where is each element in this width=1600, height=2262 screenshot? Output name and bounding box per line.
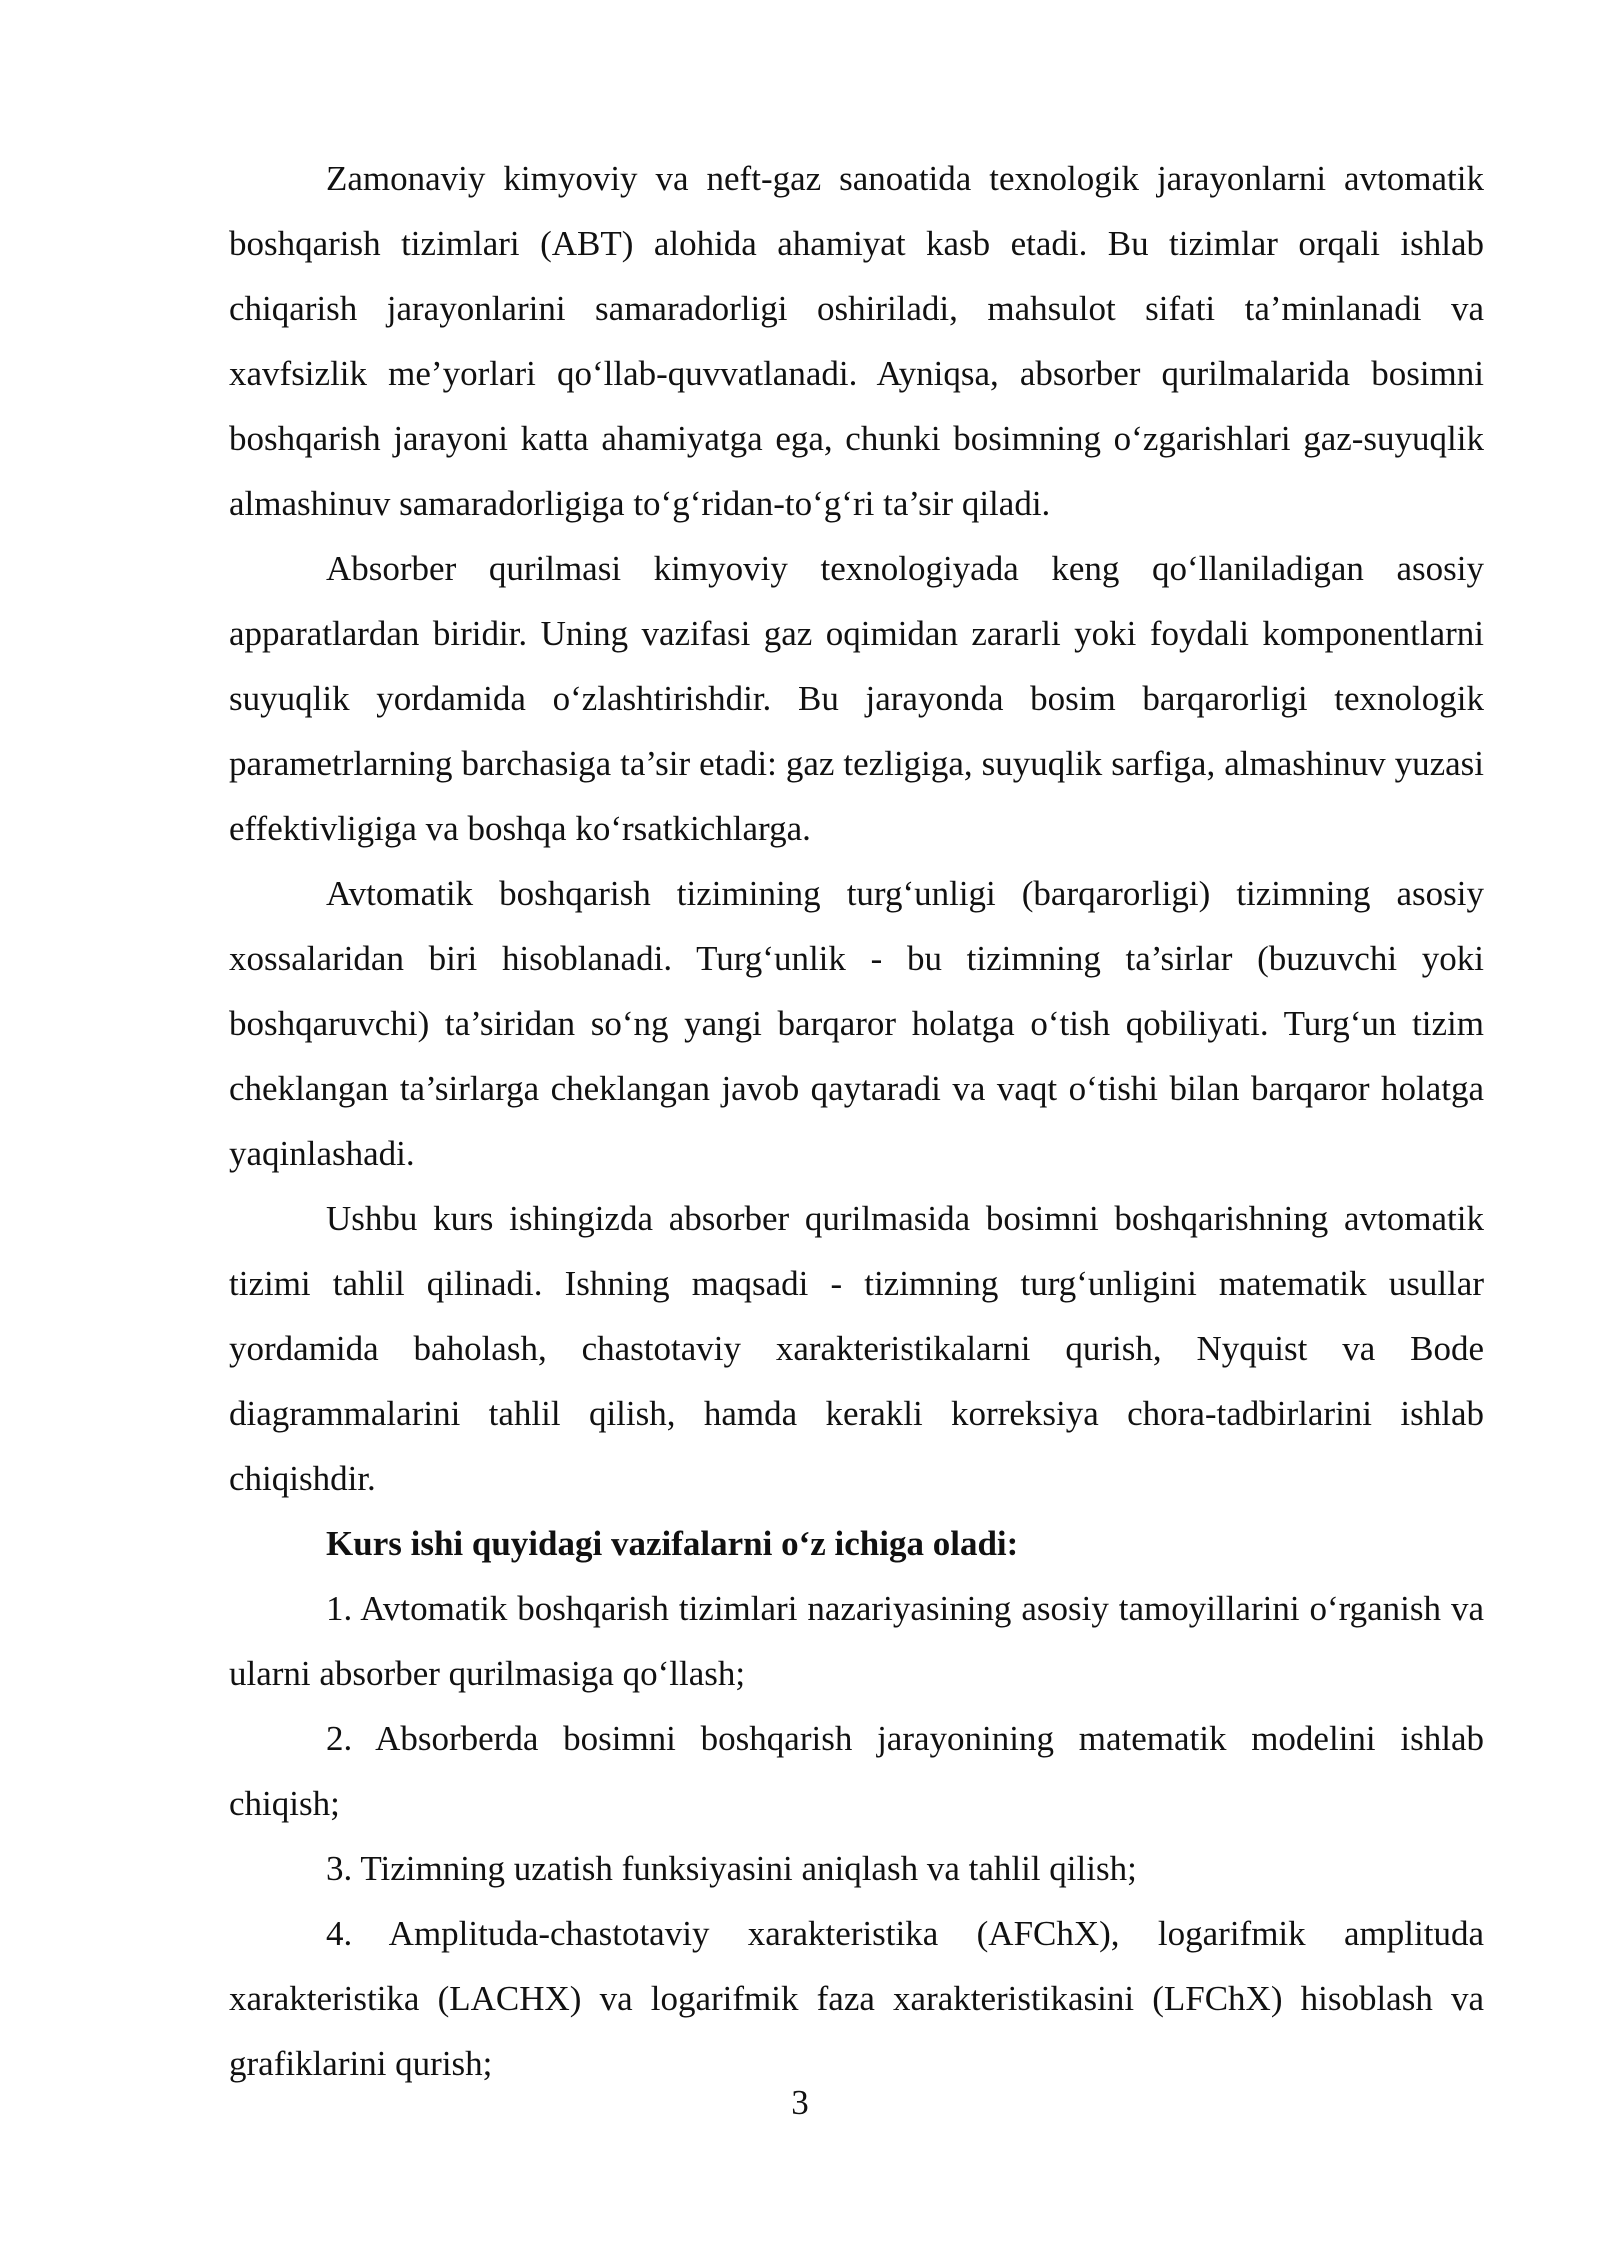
tasks-heading: Kurs ishi quyidagi vazifalarni o‘z ichiga oladi: xyxy=(326,1524,1019,1563)
paragraph-stability: Avtomatik boshqarish tizimining turg‘unligi (barqarorligi) tizimning asosiy xossalaridan biri hisoblanadi. Turg‘unlik - bu tizimning ta’sirlar (buzuvchi yoki boshqaruvchi) ta’siridan so‘ng yangi barqaror holatga o‘tish qobiliyati. Turg‘un tizim cheklangan ta’sirlarga cheklangan javob qaytaradi va vaqt o‘tishi bilan barqaror holatga yaqinlashadi. xyxy=(229,874,1484,1173)
task-item-3: 3. Tizimning uzatish funksiyasini aniqlash va tahlil qilish; xyxy=(326,1849,1137,1888)
paragraph-purpose: Ushbu kurs ishingizda absorber qurilmasida bosimni boshqarishning avtomatik tizimi tahlil qilinadi. Ishning maqsadi - tizimning turg‘unligini matematik usullar yordamida baholash, chastotaviy xarakteristikalarni qurish, Nyquist va Bode diagrammalarini tahlil qilish, hamda kerakli korreksiya chora-tadbirlarini ishlab chiqishdir. xyxy=(229,1199,1484,1498)
paragraph-intro: Zamonaviy kimyoviy va neft-gaz sanoatida texnologik jarayonlarni avtomatik boshqarish tizimlari (ABT) alohida ahamiyat kasb etadi. Bu tizimlar orqali ishlab chiqarish jarayonlarini samaradorligi oshiriladi, mahsulot sifati ta’minlanadi va xavfsizlik me’yorlari qo‘llab-quvvatlanadi. Ayniqsa, absorber qurilmalarida bosimni boshqarish jarayoni katta ahamiyatga ega, chunki bosimning o‘zgarishlari gaz-suyuqlik almashinuv samaradorligiga to‘g‘ridan-to‘g‘ri ta’sir qiladi. xyxy=(229,159,1484,523)
task-item-1: 1. Avtomatik boshqarish tizimlari nazariyasining asosiy tamoyillarini o‘rganish va ularni absorber qurilmasiga qo‘llash; xyxy=(229,1589,1484,1693)
document-body xyxy=(229,146,1484,2096)
task-item-2: 2. Absorberda bosimni boshqarish jarayonining matematik modelini ishlab chiqish; xyxy=(229,1719,1484,1823)
task-item-4: 4. Amplituda-chastotaviy xarakteristika (AFChX), logarifmik amplituda xarakteristika (LACHX) va logarifmik faza xarakteristikasini (LFChX) hisoblash va grafiklarini qurish; xyxy=(229,1914,1484,2083)
paragraph-absorber: Absorber qurilmasi kimyoviy texnologiyada keng qo‘llaniladigan asosiy apparatlardan biridir. Uning vazifasi gaz oqimidan zararli yoki foydali komponentlarni suyuqlik yordamida o‘zlashtirishdir. Bu jarayonda bosim barqarorligi texnologik parametrlarning barchasiga ta’sir etadi: gaz tezligiga, suyuqlik sarfiga, almashinuv yuzasi effektivligiga va boshqa ko‘rsatkichlarga. xyxy=(229,549,1484,848)
page-number: 3 xyxy=(791,2083,809,2122)
